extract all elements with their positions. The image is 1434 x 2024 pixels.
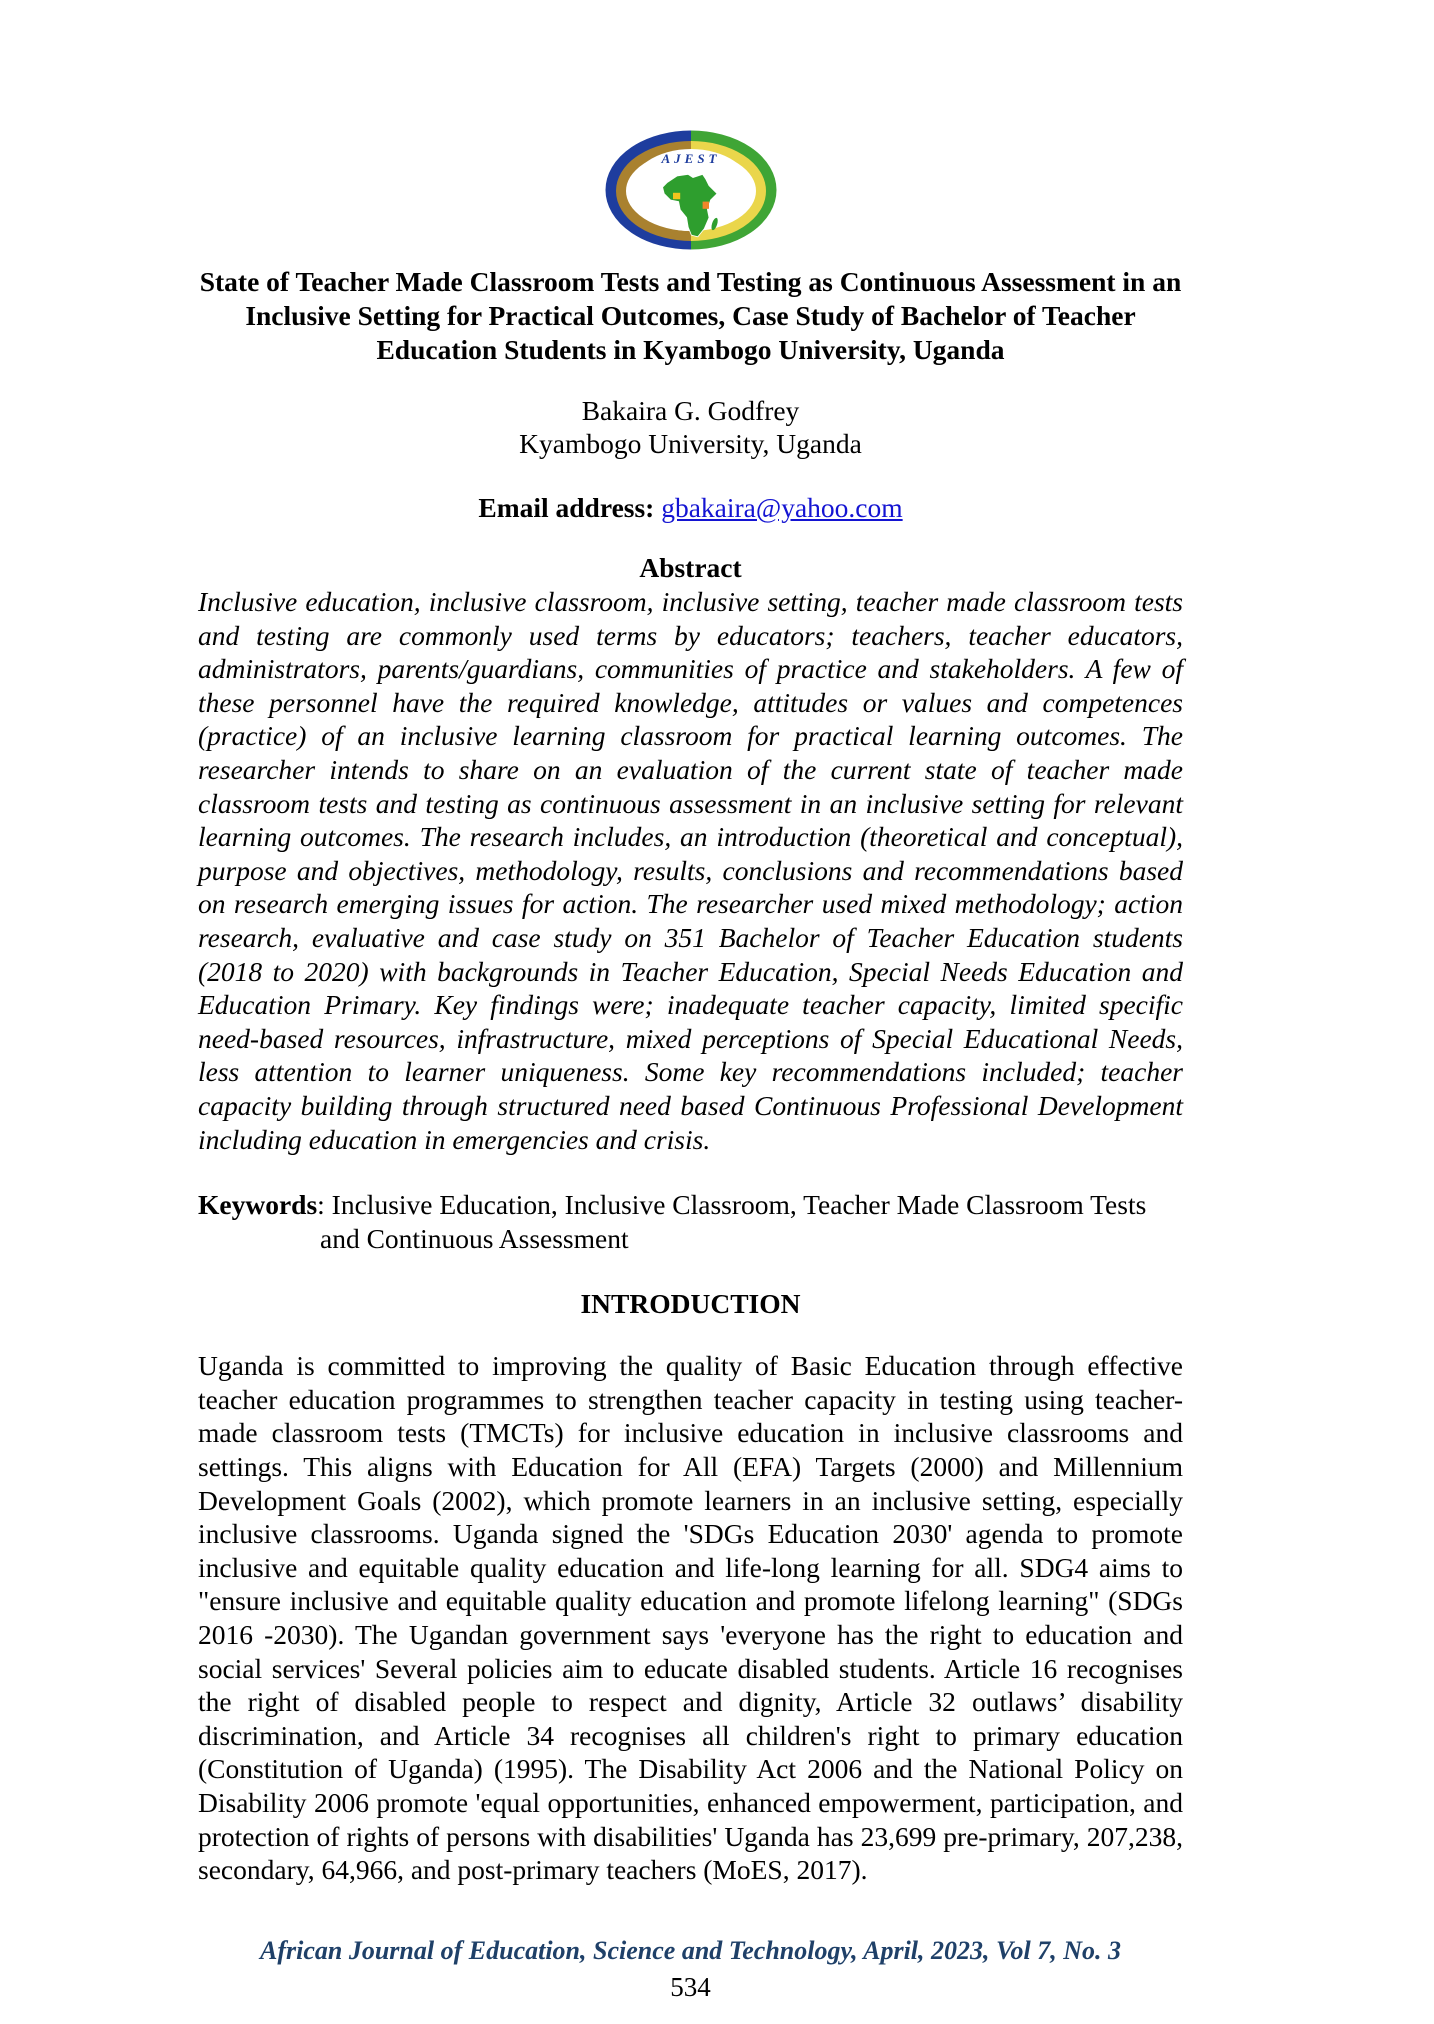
introduction-body: Uganda is committed to improving the quality of Basic Education through effective teacher education programmes to strengthen teacher capacity in testing using teacher-made classroom tests (TMCTs) for inclusive education in inclusive classrooms and settings. This aligns with Education for All (EFA) Targets (2000) and Millennium Development Goals (2002), which promote learners in an inclusive setting, especially inclusive classrooms. Uganda signed the 'SDGs Education 2030' agenda to promote inclusive and equitable quality education and life-long learning for all. SDG4 aims to "ensure inclusive and equitable quality education and promote lifelong learning" (SDGs 2016 -2030). The Ugandan government says 'everyone has the right to education and social services' Several policies aim to educate disabled students. Article 16 recognises the right of disabled people to respect and dignity, Article 32 outlaws’ disability discrimination, and Article 34 recognises all children's right to primary education (Constitution of Uganda) (1995). The Disability Act 2006 and the National Policy on Disability 2006 promote 'equal opportunities, enhanced empowerment, participation, and protection of rights of persons with disabilities' Uganda has 23,699 pre-primary, 207,238, secondary, 64,966, and post-primary teachers (MoES, 2017).: [198, 1350, 1183, 1886]
keywords-block: [198, 1188, 1183, 1255]
ajest-logo-icon: [605, 130, 777, 250]
nigeria-highlight: [673, 193, 680, 199]
journal-logo: [198, 0, 1183, 255]
author-name: Bakaira G. Godfrey: [581, 395, 800, 426]
author-block: [198, 394, 1183, 460]
journal-footer: African Journal of Education, Science and Technology, April, 2023, Vol 7, No. 3: [260, 1936, 1121, 1965]
logo-acronym: AJEST: [660, 151, 721, 166]
paper-title: State of Teacher Made Classroom Tests and Testing as Continuous Assessment in an Inclusive Setting for Practical Outcomes, Case Study of Bachelor of Teacher Education Students in Kyambogo University, Uganda: [199, 266, 1182, 365]
document-content: [198, 0, 1183, 1887]
page-number: 534: [670, 1972, 711, 2002]
keywords-rest: : Inclusive Education, Inclusive Classroom, Teacher Made Classroom Tests: [317, 1189, 1147, 1221]
keywords-label: Keywords: [198, 1189, 318, 1221]
email-line: [198, 491, 1183, 524]
kenya-highlight: [702, 202, 708, 209]
keywords-line2: and Continuous Assessment: [320, 1222, 629, 1254]
email-link[interactable]: gbakaira@yahoo.com: [661, 492, 903, 523]
keywords-line1: [198, 1188, 1183, 1222]
author-affiliation: Kyambogo University, Uganda: [519, 428, 862, 459]
introduction-heading: INTRODUCTION: [580, 1288, 801, 1320]
email-label: Email address:: [478, 492, 655, 523]
abstract-body: Inclusive education, inclusive classroom, inclusive setting, teacher made classroom tests and testing are commonly used terms by educators; teachers, teacher educators, administrators, parents/guardians, communities of practice and stakeholders. A few of these personnel have the required knowledge, attitudes or values and competences (practice) of an inclusive learning classroom for practical learning outcomes. The researcher intends to share on an evaluation of the current state of teacher made classroom tests and testing as continuous assessment in an inclusive setting for relevant learning outcomes. The research includes, an introduction (theoretical and conceptual), purpose and objectives, methodology, results, conclusions and recommendations based on research emerging issues for action. The researcher used mixed methodology; action research, evaluative and case study on 351 Bachelor of Teacher Education students (2018 to 2020) with backgrounds in Teacher Education, Special Needs Education and Education Primary. Key findings were; inadequate teacher capacity, limited specific need-based resources, infrastructure, mixed perceptions of Special Educational Needs, less attention to learner uniqueness. Some key recommendations included; teacher capacity building through structured need based Continuous Professional Development including education in emergencies and crisis.: [198, 586, 1183, 1155]
abstract-heading: Abstract: [639, 552, 742, 583]
